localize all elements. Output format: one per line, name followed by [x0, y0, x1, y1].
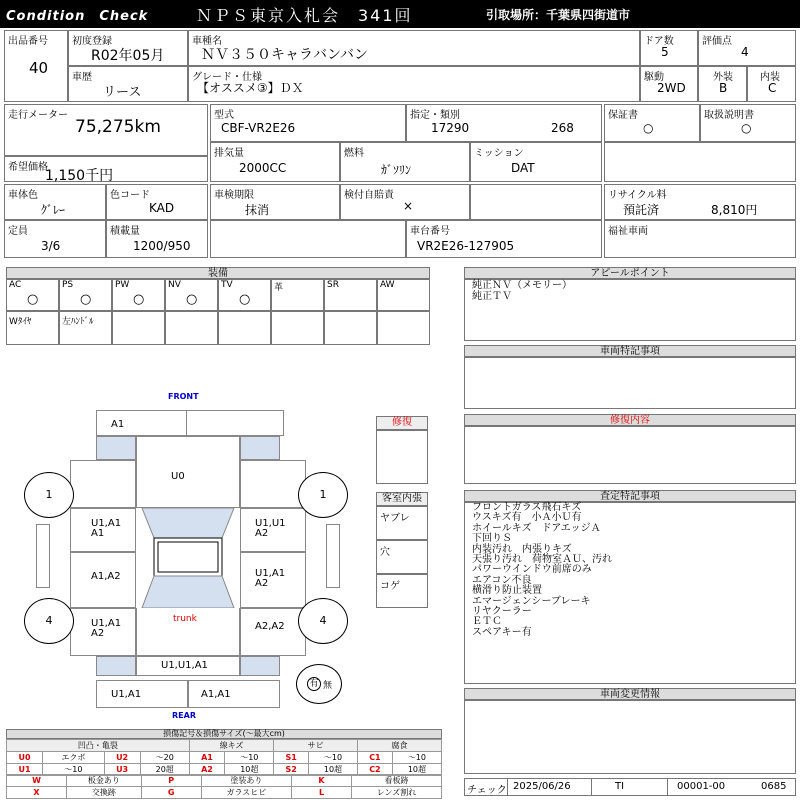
front-left-fender-shade	[96, 436, 136, 460]
equipment-mark: ○	[133, 292, 145, 307]
recycle-fee: 8,810円	[711, 203, 758, 217]
code-1: 00001-00	[677, 781, 726, 792]
legend-table	[6, 739, 442, 776]
footer-bar	[464, 778, 796, 796]
front-label: FRONT	[168, 392, 199, 401]
cabin-item	[376, 506, 428, 540]
cap-cell: 定員 3/6	[4, 220, 106, 258]
doors-cell: ドア数 5	[640, 30, 698, 66]
inspection-title: 査定特記事項	[464, 490, 796, 502]
legend-desc: 交換跡	[67, 787, 142, 799]
appeal-line: 純正ＮＶ（メモリー）	[472, 280, 572, 291]
legend-code: U0	[7, 752, 43, 764]
front-bumper: A1	[96, 410, 284, 436]
legend-group: サビ	[274, 740, 358, 752]
model-cell: 車種名 ＮＶ３５０キャラバンバン	[188, 30, 640, 66]
brand-title: Condition Check	[6, 9, 149, 24]
inspector: TI	[615, 781, 625, 792]
equipment-cell-2-3	[165, 311, 218, 345]
inspection-line: エアコン不良	[472, 574, 532, 586]
load-capacity: 1200/950	[133, 239, 191, 253]
equipment-key: NV	[168, 280, 181, 290]
equipment-key: SR	[327, 280, 339, 290]
type-cell: 型式 CBF-VR2E26	[210, 104, 406, 142]
appeal-line: 純正ＴＶ	[472, 291, 512, 302]
score: 4	[741, 45, 749, 59]
spare-tire-no: 無	[323, 681, 333, 691]
inspection-line: ホイールキズ ドアエッジＡ	[472, 522, 601, 534]
car-history: リース	[103, 85, 142, 100]
inspection-line: 内装汚れ 内張りキズ	[472, 543, 572, 555]
legend-code: P	[141, 775, 201, 787]
repair-title: 修復	[376, 416, 428, 430]
ccode-cell: 色コード KAD	[106, 184, 208, 220]
equipment-mark: ○	[239, 292, 251, 307]
equipment-cell-2-1	[59, 311, 112, 345]
header-bar	[0, 0, 800, 28]
right-mirror	[326, 524, 340, 588]
equipment-cell-tv	[218, 279, 271, 311]
legend-code: C1	[358, 752, 393, 764]
equipment-cell-ps	[59, 279, 112, 311]
grade: 【オススメ③】ＤＸ	[197, 81, 304, 95]
legend-desc: ～10	[225, 752, 274, 764]
spec-number: 17290	[431, 121, 470, 135]
equipment-mark: ○	[27, 292, 39, 307]
interior-grade: C	[768, 81, 777, 95]
legend-desc: 10超	[392, 764, 441, 776]
legend-table-bottom	[6, 774, 442, 799]
equipment-key: 左ﾊﾝﾄﾞﾙ	[62, 317, 94, 327]
legend-group: 凹凸・亀裂	[7, 740, 190, 752]
rear-left-shade	[96, 656, 136, 676]
color-code: KAD	[149, 201, 175, 215]
rear-gate: U1,U1,A1	[136, 656, 240, 676]
doors: 5	[661, 45, 669, 59]
odo-cell: 走行メーター 75,275km	[4, 104, 208, 156]
special-title: 車両特記事項	[464, 345, 796, 357]
legend-desc: 看板跡	[352, 775, 442, 787]
rear-label: REAR	[172, 711, 196, 720]
changes-box	[464, 700, 796, 774]
changes-title: 車両変更情報	[464, 688, 796, 700]
mission-cell: ミッション DAT	[470, 142, 602, 182]
front-right-fender-shade	[240, 436, 280, 460]
legend-title: 損傷記号＆損傷サイズ(～最大cm)	[6, 729, 442, 739]
legend-code: L	[292, 787, 352, 799]
cabin-item	[376, 574, 428, 608]
legend-desc: 10超	[225, 764, 274, 776]
rear-bumper-right: A1,A1	[188, 680, 280, 708]
legend-desc: ～10	[308, 752, 357, 764]
disp-cell: 排気量 2000CC	[210, 142, 340, 182]
manual-cell: 取扱説明書 ○	[700, 104, 796, 142]
legend-code: A2	[189, 764, 225, 776]
legend-desc: ～10	[43, 764, 104, 776]
legend-desc: ～10	[392, 752, 441, 764]
inspection-line: 横滑り防止装置	[472, 585, 542, 597]
inspection-line: リヤクーラー	[472, 606, 532, 618]
equipment-key: AW	[380, 280, 395, 290]
cabin-item-label: ヤブレ	[380, 513, 410, 524]
legend-code: A1	[189, 752, 225, 764]
chassis-number: VR2E26-127905	[417, 239, 515, 253]
legend-desc: 塗装あり	[201, 775, 291, 787]
legend-code: C2	[358, 764, 393, 776]
legend-code: K	[292, 775, 352, 787]
inspection-line: エマージェンシーブレーキ	[472, 595, 591, 607]
equipment-key: PW	[115, 280, 130, 290]
code-2: 0685	[761, 781, 787, 792]
wheel-rear-right: 4	[298, 598, 348, 644]
rear-right-shade	[240, 656, 280, 676]
class-number: 268	[551, 121, 574, 135]
equipment-cell-aw	[377, 279, 430, 311]
inspection-line: パワーウインドウ前席のみ	[472, 564, 592, 576]
blank-cell-b	[470, 184, 602, 220]
manual-mark: ○	[741, 121, 752, 135]
warranty-cell: 保証書 ○	[604, 104, 700, 142]
front-left-fender	[70, 460, 136, 508]
equipment-cell-2-7	[377, 311, 430, 345]
fuel-cell: 燃料 ｶﾞｿﾘﾝ	[340, 142, 470, 182]
appeal-box	[464, 279, 796, 341]
spare-tire	[296, 664, 342, 704]
repair-content-box	[464, 426, 796, 484]
equipment-title: 装備	[6, 267, 430, 279]
drive-cell: 駆動 2WD	[640, 66, 698, 102]
wheel-front-right: 1	[298, 472, 348, 518]
equipment-mark: ○	[80, 292, 92, 307]
equipment-mark: ○	[186, 292, 198, 307]
equipment-cell-2-4	[218, 311, 271, 345]
equipment-key: PS	[62, 280, 74, 290]
appeal-title: アピールポイント	[464, 267, 796, 279]
special-box	[464, 357, 796, 409]
trunk-area: trunk	[136, 608, 240, 656]
transmission: DAT	[511, 161, 535, 175]
blank-cell-a	[604, 142, 796, 182]
grade-cell: グレード・仕様 【オススメ③】ＤＸ	[188, 66, 640, 102]
displacement: 2000CC	[239, 161, 287, 175]
legend-desc: レンズ割れ	[352, 787, 442, 799]
odometer: 75,275km	[75, 117, 161, 137]
legend-desc: ガラスヒビ	[201, 787, 291, 799]
cabin-title: 客室内張	[376, 492, 428, 506]
repair-content-title: 修復内容	[464, 414, 796, 426]
inspection-line: ウスキズ有 小Ａ小Ｕ有	[472, 512, 582, 524]
bumper-divider	[186, 410, 187, 436]
repair-box	[376, 430, 428, 484]
capacity: 3/6	[41, 239, 61, 253]
model-name: ＮＶ３５０キャラバンバン	[201, 47, 369, 63]
equipment-key: AC	[9, 280, 22, 290]
desired-price: 1,150千円	[45, 168, 114, 184]
legend-desc: 10超	[308, 764, 357, 776]
equipment-cell-2-6	[324, 311, 377, 345]
right-rear-panel: A2,A2	[240, 608, 306, 656]
equipment-key: Wﾀｲﾔ	[9, 317, 32, 327]
equipment-cell-pw	[112, 279, 165, 311]
rear-bumper-left: U1,A1	[96, 680, 188, 708]
legend-code: U2	[104, 752, 140, 764]
warranty-mark: ○	[643, 121, 654, 135]
liability-mark: ×	[403, 199, 414, 213]
left-front-door: U1,A1 A1	[70, 508, 136, 552]
inspect-cell: 車検期限 抹消	[210, 184, 340, 220]
inspection-line: 天張り汚れ 荷物室ＡＵ、汚れ	[472, 554, 612, 566]
wheel-rear-left: 4	[24, 598, 74, 644]
first-registration: R02年05月	[91, 48, 165, 64]
welfare-cell: 福祉車両	[604, 220, 796, 258]
blank-cell-c	[210, 220, 406, 258]
equipment-key: TV	[221, 280, 233, 290]
legend-code: S2	[274, 764, 309, 776]
equipment-cell-革	[271, 279, 324, 311]
legend-desc: エクボ	[43, 752, 104, 764]
reg-cell: 初度登録 R02年05月	[68, 30, 188, 66]
spare-tire-yes: 有	[307, 677, 321, 691]
score-cell: 評価点 4	[698, 30, 796, 66]
legend-desc: ～20	[140, 752, 189, 764]
equipment-cell-ac	[6, 279, 59, 311]
wheel-front-left: 1	[24, 472, 74, 518]
equipment-key: 革	[274, 283, 284, 293]
cabin-roof-svg	[136, 508, 240, 608]
inspection-line: フロントガラス飛石キズ	[472, 502, 582, 513]
cabin-item-label: コゲ	[380, 581, 400, 592]
spec-cell: 指定・類別 17290 268	[406, 104, 602, 142]
equipment-cell-2-0	[6, 311, 59, 345]
fuel: ｶﾞｿﾘﾝ	[381, 163, 412, 177]
legend-code: X	[7, 787, 67, 799]
exterior-grade: B	[719, 81, 728, 95]
inspection-line: 下回りＳ	[472, 533, 512, 545]
hood: U0	[136, 436, 240, 508]
liability-cell: 検付自賠責 ×	[340, 184, 470, 220]
left-mid-panel: A1,A2	[70, 552, 136, 608]
cabin-item	[376, 540, 428, 574]
legend-code: W	[7, 775, 67, 787]
ext-cell: 外装 B	[698, 66, 747, 102]
inspection-expiry: 抹消	[245, 203, 270, 217]
equipment-cell-sr	[324, 279, 377, 311]
body-color: ｸﾞﾚｰ	[41, 203, 66, 217]
right-front-door: U1,U1 A2	[240, 508, 306, 552]
equipment-cell-2-2	[112, 311, 165, 345]
lot-number: 40	[29, 59, 49, 77]
legend-desc: 20超	[140, 764, 189, 776]
chassis-cell: 車台番号 VR2E26-127905	[406, 220, 602, 258]
price-cell: 希望価格 1,150千円	[4, 156, 208, 182]
auction-title: ＮＰＳ東京入札会 341回	[196, 6, 413, 25]
legend-code: G	[141, 787, 201, 799]
int-cell: 内装 C	[747, 66, 796, 102]
recycle-status: 預託済	[623, 203, 660, 217]
check-label: チェック	[467, 785, 507, 796]
left-rear-panel: U1,A1 A2	[70, 608, 136, 656]
color-cell: 車体色 ｸﾞﾚｰ	[4, 184, 106, 220]
recycle-cell: リサイクル料 預託済 8,810円	[604, 184, 796, 220]
pickup-location: 引取場所：千葉県四街道市	[486, 8, 631, 22]
legend-desc: 板金あり	[67, 775, 142, 787]
legend-code: U3	[104, 764, 140, 776]
inspection-line: スペアキー有	[472, 626, 532, 638]
front-right-fender	[240, 460, 306, 508]
model-code: CBF-VR2E26	[221, 121, 296, 135]
right-mid-panel: U1,A1 A2	[240, 552, 306, 608]
drive: 2WD	[657, 81, 686, 95]
left-mirror	[36, 524, 50, 588]
legend-group: 腐食	[358, 740, 442, 752]
inspection-line: ＥＴＣ	[472, 616, 502, 628]
legend-code: U1	[7, 764, 43, 776]
history-cell: 車歴 リース	[68, 66, 188, 102]
check-date: 2025/06/26	[513, 781, 571, 792]
inspection-box	[464, 502, 796, 684]
legend-group: 線キズ	[189, 740, 274, 752]
load-cell: 積載量 1200/950	[106, 220, 208, 258]
equipment-cell-2-5	[271, 311, 324, 345]
legend-code: S1	[274, 752, 309, 764]
equipment-cell-nv	[165, 279, 218, 311]
lot-cell: 出品番号 40	[4, 30, 68, 102]
cabin-item-label: 穴	[380, 547, 390, 558]
